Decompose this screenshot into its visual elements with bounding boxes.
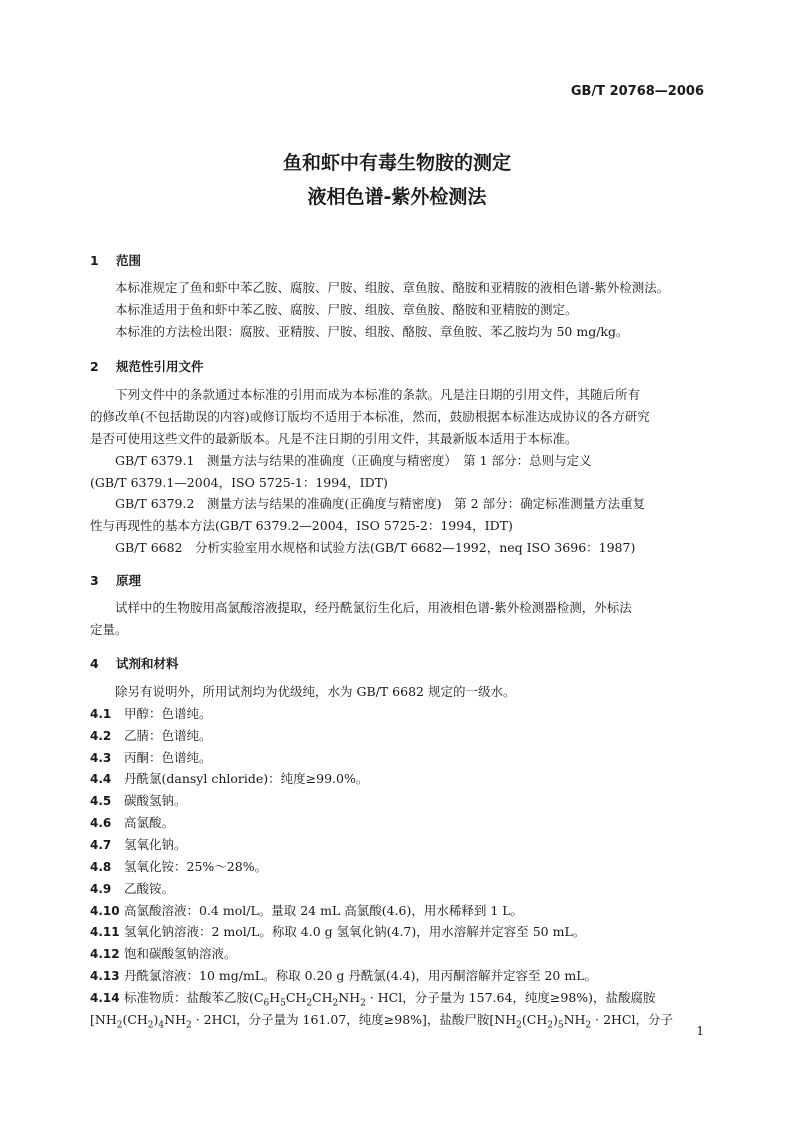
document-subtitle: 液相色谱-紫外检测法 — [307, 186, 487, 208]
section-heading: 2 规范性引用文件 — [90, 359, 204, 374]
list-item: 4.10 高氯酸溶液：0.4 mol/L。量取 24 mL 高氯酸(4.6)，用水稀释到 1 L。 — [90, 903, 524, 918]
list-item: 4.11 氢氧化钠溶液：2 mol/L。称取 4.0 g 氢氧化钠(4.7)，用水溶解并定容至 50 mL。 — [90, 924, 586, 939]
standard-number: GB/T 20768—2006 — [570, 84, 704, 99]
list-item: 4.6 高氯酸。 — [90, 815, 175, 830]
page-number: 1 — [696, 1024, 704, 1038]
reference: (GB/T 6379.1—2004，ISO 5725-1：1994，IDT) — [90, 475, 388, 490]
paragraph: 除另有说明外，所用试剂均为优级纯，水为 GB/T 6682 规定的一级水。 — [115, 684, 516, 699]
list-item: 4.5 碳酸氢钠。 — [90, 793, 187, 808]
paragraph: 本标准规定了鱼和虾中苯乙胺、腐胺、尸胺、组胺、章鱼胺、酪胺和亚精胺的液相色谱-紫外检测法。 — [115, 280, 670, 295]
paragraph: 下列文件中的条款通过本标准的引用而成为本标准的条款。凡是注日期的引用文件，其随后所有 — [115, 387, 641, 402]
paragraph: 是否可使用这些文件的最新版本。凡是不注日期的引用文件，其最新版本适用于本标准。 — [90, 431, 578, 446]
list-item: 4.14 标准物质：盐酸苯乙胺($C_6H_5CH_2CH_2NH_2$ · HCl，分子量为 157.64，纯度≥98%)，盐酸腐胺 — [90, 990, 656, 1009]
list-item: 4.13 丹酰氯溶液：10 mg/mL。称取 0.20 g 丹酰氯(4.4)，用丙酮溶解并定容至 20 mL。 — [90, 968, 597, 983]
reference: GB/T 6379.2 测量方法与结果的准确度(正确度与精密度) 第 2 部分：确定标准测量方法重复 — [115, 496, 646, 511]
reference: GB/T 6379.1 测量方法与结果的准确度（正确度与精密度） 第 1 部分：总则与定义 — [115, 453, 592, 468]
paragraph: 本标准的方法检出限：腐胺、亚精胺、尸胺、组胺、酪胺、章鱼胺、苯乙胺均为 50 mg/kg。 — [115, 324, 629, 339]
list-item: 4.8 氢氧化铵：25%～28%。 — [90, 859, 268, 874]
list-item: 4.9 乙酸铵。 — [90, 881, 175, 896]
paragraph: 试样中的生物胺用高氯酸溶液提取，经丹酰氯衍生化后，用液相色谱-紫外检测器检测，外标法 — [115, 600, 632, 615]
list-item: 4.3 丙酮：色谱纯。 — [90, 750, 212, 765]
list-item: 4.4 丹酰氯(dansyl chloride)：纯度≥99.0%。 — [90, 771, 369, 786]
reference: 性与再现性的基本方法(GB/T 6379.2—2004，ISO 5725-2：1994，IDT) — [90, 518, 513, 533]
list-item-continuation: [$NH_2(CH_2)_4NH_2 \cdot 2HCl$，分子量为 161.07，纯度≥98%]，盐酸尸胺[$NH_2(CH_2)_5NH_2 \cdot 2HCl$，分子 — [90, 1012, 673, 1031]
section-heading: 1 范围 — [90, 253, 142, 268]
paragraph: 本标准适用于鱼和虾中苯乙胺、腐胺、尸胺、组胺、章鱼胺、酪胺和亚精胺的测定。 — [115, 302, 578, 317]
paragraph: 的修改单(不包括勘误的内容)或修订版均不适用于本标准，然而，鼓励根据本标准达成协议的各方研究 — [90, 409, 650, 424]
list-item: 4.1 甲醇：色谱纯。 — [90, 706, 212, 721]
reference: GB/T 6682 分析实验室用水规格和试验方法(GB/T 6682—1992，neq ISO 3696：1987) — [115, 540, 636, 555]
list-item: 4.2 乙腈：色谱纯。 — [90, 728, 212, 743]
list-item: 4.12 饱和碳酸氢钠溶液。 — [90, 946, 237, 961]
section-heading: 4 试剂和材料 — [90, 656, 179, 671]
section-heading: 3 原理 — [90, 573, 142, 588]
list-item: 4.7 氢氧化钠。 — [90, 837, 187, 852]
document-title: 鱼和虾中有毒生物胺的测定 — [282, 152, 511, 174]
paragraph: 定量。 — [90, 622, 128, 637]
